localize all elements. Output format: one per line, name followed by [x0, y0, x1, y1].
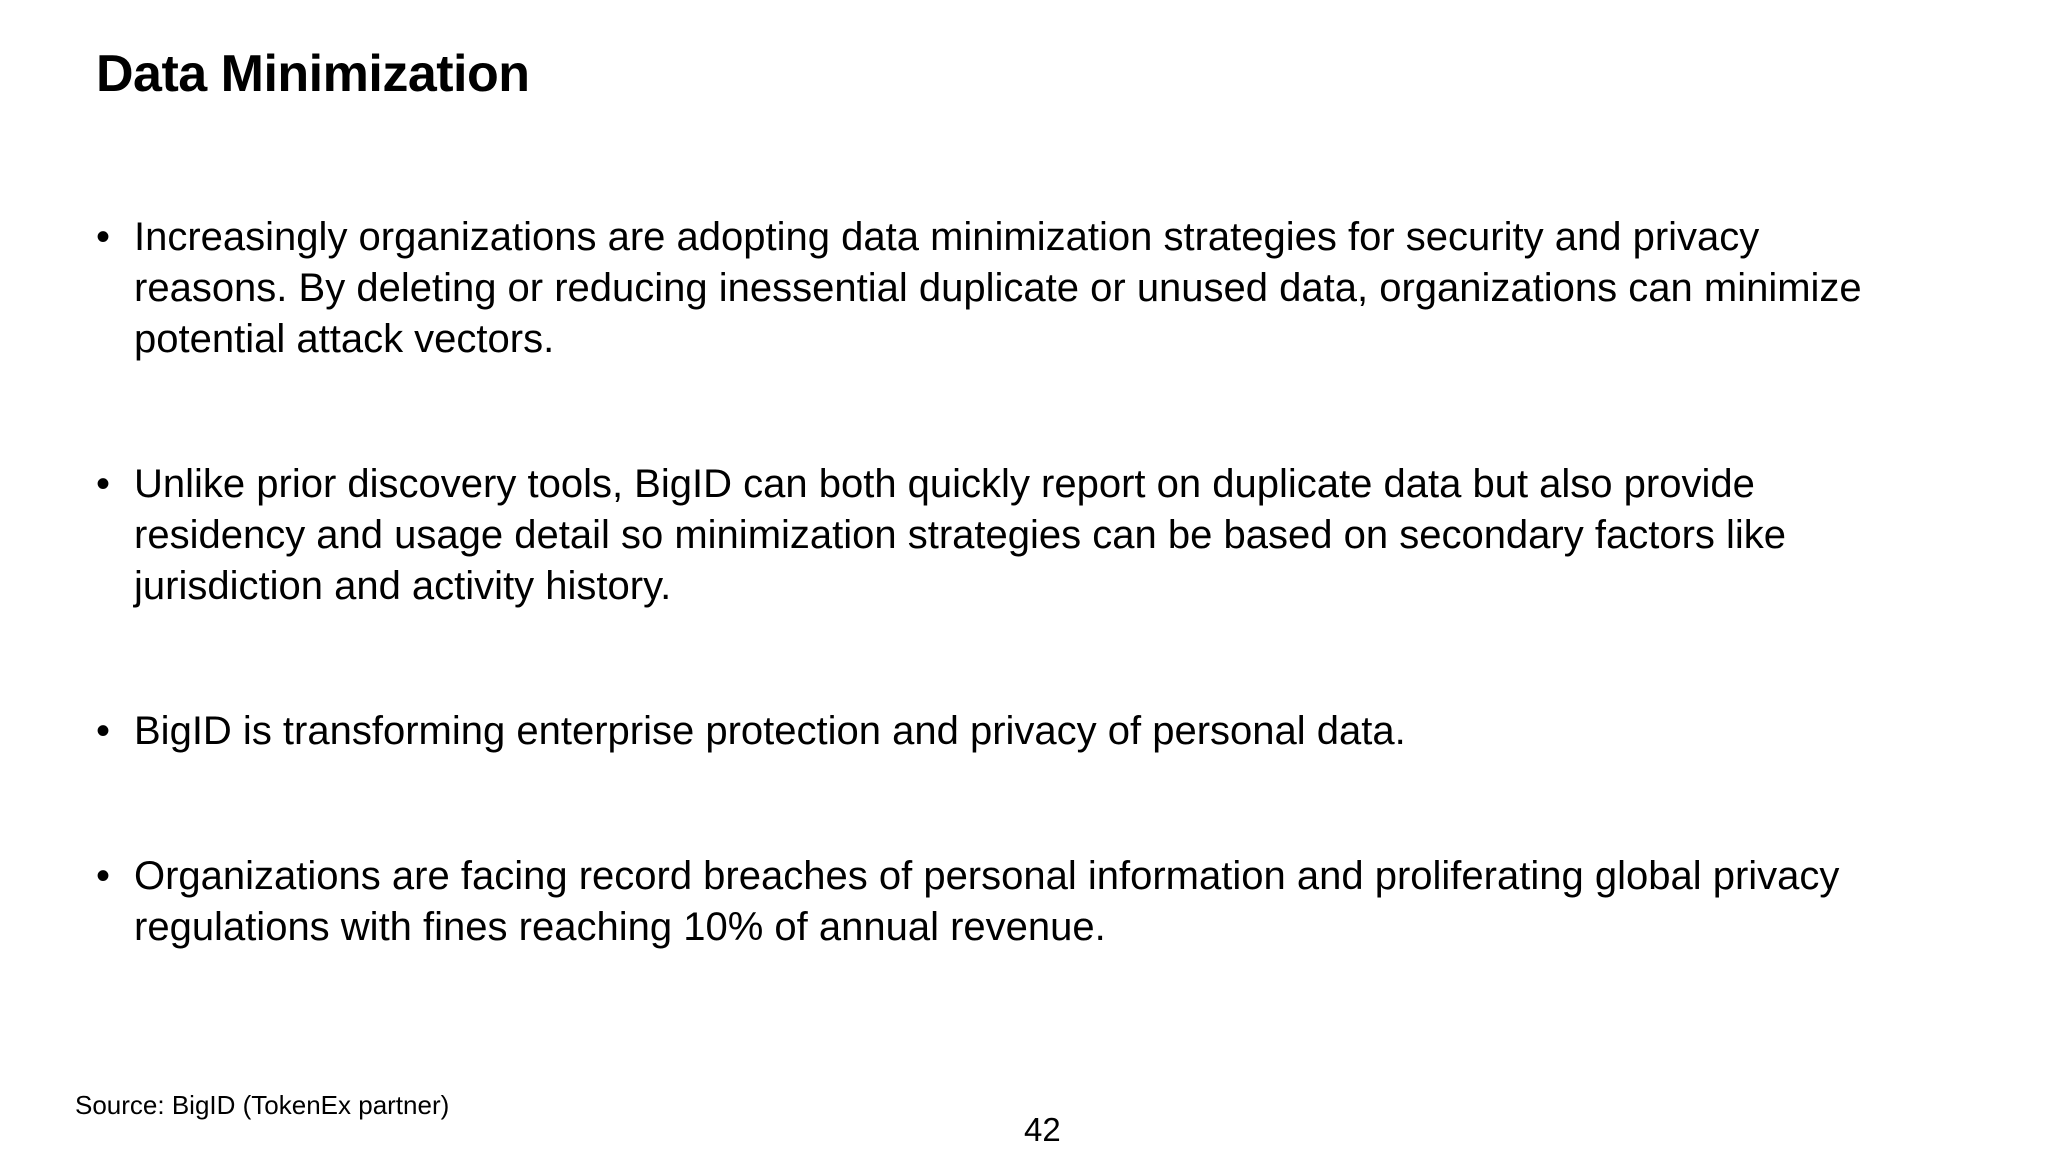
bullet-list: [96, 212, 1896, 953]
bullet-item: • BigID is transforming enterprise protection and privacy of personal data.: [96, 706, 1896, 757]
bullet-item: • Organizations are facing record breaches of personal information and proliferating global privacy regulations with fines reaching 10% of annual revenue.: [96, 851, 1896, 953]
bullet-item: • Increasingly organizations are adopting data minimization strategies for security and privacy reasons. By deleting or reducing inessential duplicate or unused data, organizations can minimize potential attack vectors.: [96, 212, 1896, 365]
bullet-item: • Unlike prior discovery tools, BigID can both quickly report on duplicate data but also provide residency and usage detail so minimization strategies can be based on secondary factors like jurisdiction and activity history.: [96, 459, 1896, 612]
slide-title: Data Minimization: [96, 45, 530, 103]
source-note: Source: BigID (TokenEx partner): [75, 1090, 450, 1120]
page-number: 42: [1024, 1111, 1061, 1148]
